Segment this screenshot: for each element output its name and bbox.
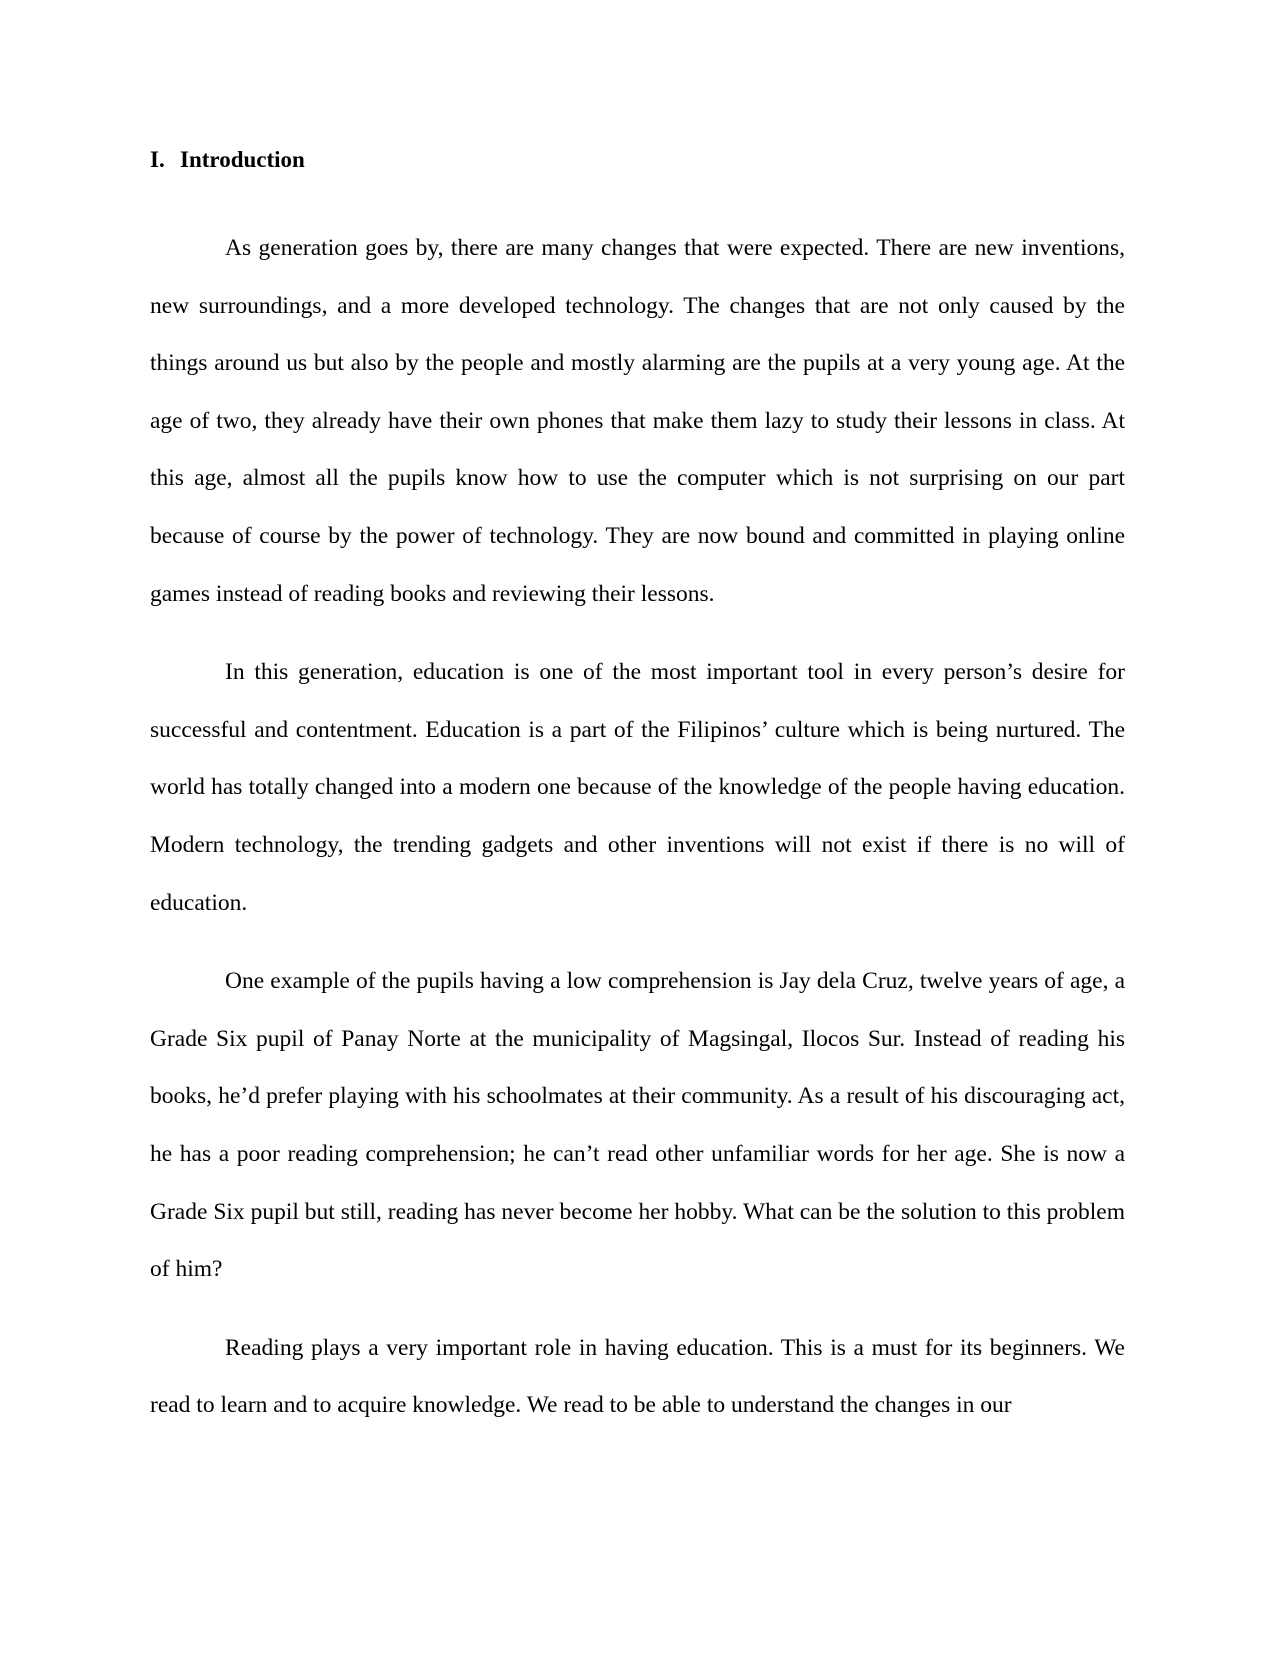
section-title: Introduction bbox=[180, 147, 305, 172]
paragraph-2: In this generation, education is one of the most important tool in every person’s desire for successful and contentment. Education is a part of the Filipinos’ culture which is being nurtured. The world has totally changed into a modern one because of the knowledge of the people having education. Modern technology, the trending gadgets and other inventions will not exist if there is no will of education. bbox=[150, 659, 1125, 916]
document-page bbox=[150, 145, 1125, 1456]
paragraph-1: As generation goes by, there are many changes that were expected. There are new inventions, new surroundings, and a more developed technology. The changes that are not only caused by the things around us but also by the people and mostly alarming are the pupils at a very young age. At the age of two, they already have their own phones that make them lazy to study their lessons in class. At this age, almost all the pupils know how to use the computer which is not surprising on our part because of course by the power of technology. They are now bound and committed in playing online games instead of reading books and reviewing their lessons. bbox=[150, 235, 1125, 607]
section-heading bbox=[150, 145, 1125, 175]
section-number: I. bbox=[150, 147, 165, 172]
paragraph-3: One example of the pupils having a low comprehension is Jay dela Cruz, twelve years of age, a Grade Six pupil of Panay Norte at the municipality of Magsingal, Ilocos Sur. Instead of reading his books, he’d prefer playing with his schoolmates at their community. As a result of his discouraging act, he has a poor reading comprehension; he can’t read other unfamiliar words for her age. She is now a Grade Six pupil but still, reading has never become her hobby. What can be the solution to this problem of him? bbox=[150, 968, 1125, 1283]
paragraph-4: Reading plays a very important role in having education. This is a must for its beginners. We read to learn and to acquire knowledge. We read to be able to understand the changes in our bbox=[150, 1334, 1125, 1419]
